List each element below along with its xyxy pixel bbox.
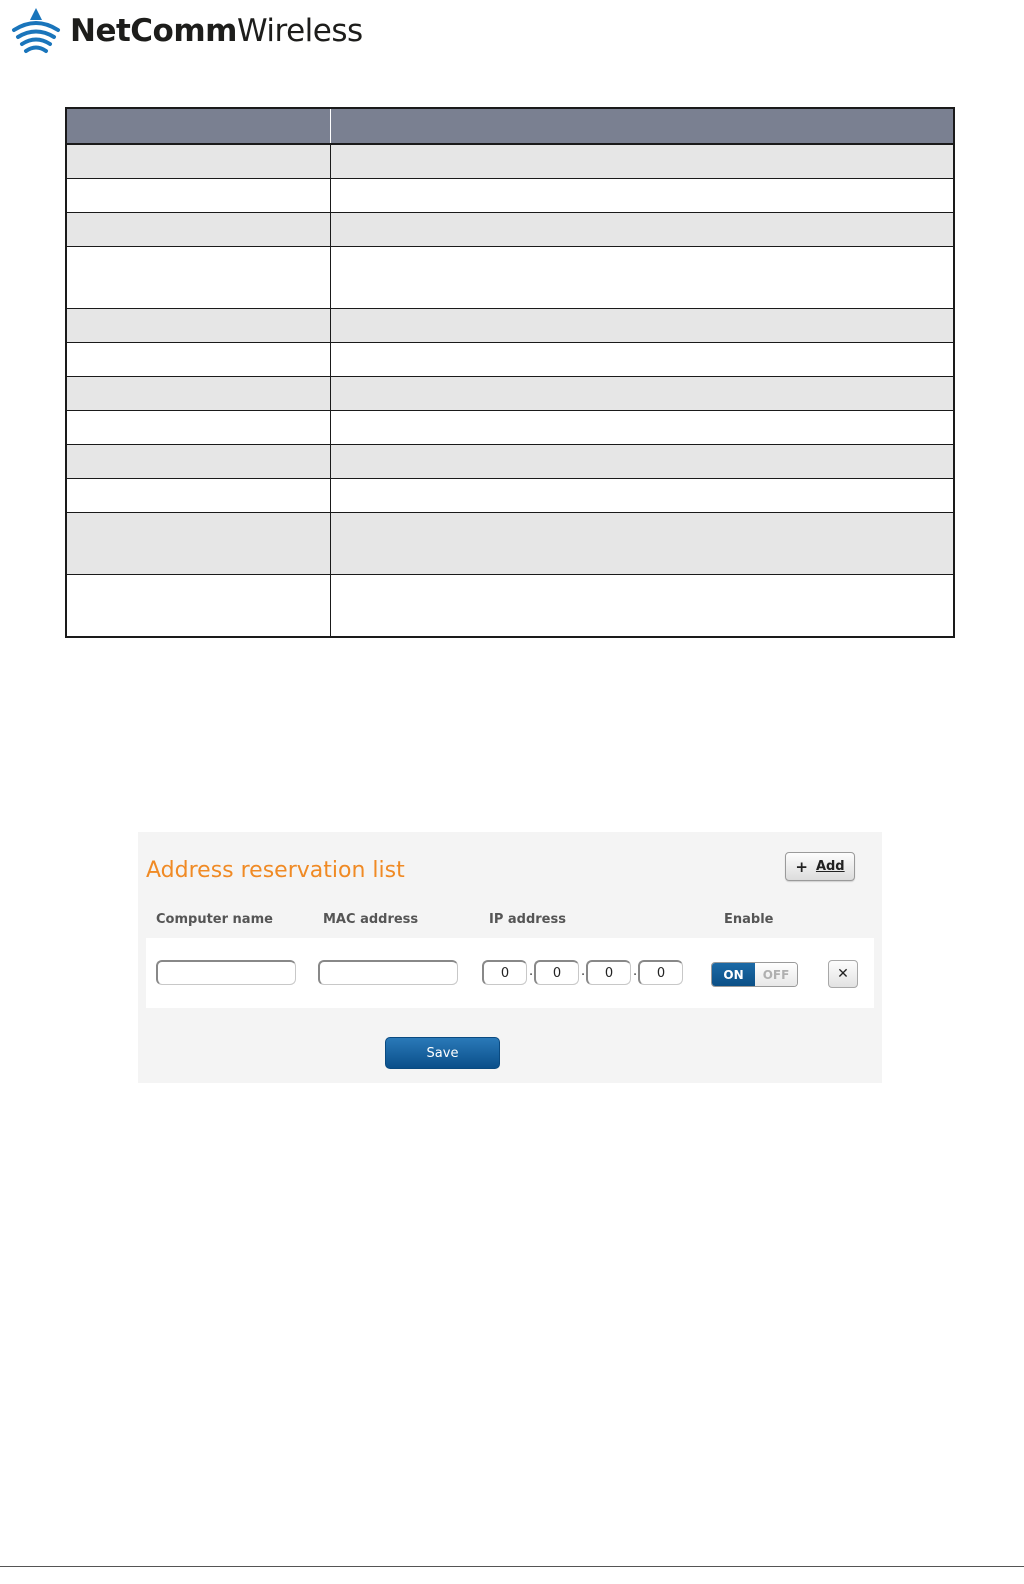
ip-separator: .: [633, 964, 638, 979]
toggle-on-label: ON: [712, 963, 755, 986]
table-row: [66, 513, 954, 575]
table-row: [66, 479, 954, 513]
table-row: [66, 411, 954, 445]
table-cell: [66, 445, 330, 479]
table-cell: [330, 513, 954, 575]
table-cell: [66, 575, 330, 638]
ip-octet-1-input[interactable]: [482, 960, 527, 985]
table-row: [66, 179, 954, 213]
column-header-mac-address: MAC address: [323, 912, 419, 927]
table-cell: [330, 144, 954, 179]
save-button[interactable]: Save: [385, 1037, 500, 1069]
table-row: [66, 445, 954, 479]
table-cell: [330, 343, 954, 377]
table-header-row: [66, 108, 954, 144]
computer-name-input[interactable]: [156, 960, 296, 985]
toggle-off-label: OFF: [755, 963, 797, 986]
brand-name: [70, 12, 363, 49]
table-row: [66, 309, 954, 343]
table-cell: [330, 445, 954, 479]
netcomm-logo: [8, 6, 363, 56]
table-cell: [66, 309, 330, 343]
table-row: [66, 144, 954, 179]
table-cell: [66, 247, 330, 309]
add-button-label: Add: [815, 859, 845, 874]
table-header-cell: [330, 108, 954, 144]
delete-button[interactable]: [828, 960, 858, 988]
brand-name-light: Wireless: [236, 12, 363, 49]
table-cell: [66, 377, 330, 411]
reservation-row: [146, 938, 874, 1008]
mac-address-input[interactable]: [318, 960, 458, 985]
table-cell: [66, 144, 330, 179]
settings-table: [65, 107, 955, 638]
table-cell: [330, 213, 954, 247]
table-cell: [66, 479, 330, 513]
ip-octet-4-input[interactable]: [638, 960, 683, 985]
table-row: [66, 343, 954, 377]
table-row: [66, 213, 954, 247]
table-cell: [66, 213, 330, 247]
column-header-computer-name: Computer name: [156, 912, 273, 927]
footer-divider: [0, 1566, 1024, 1567]
close-icon: ✕: [837, 966, 849, 982]
table-cell: [330, 377, 954, 411]
address-reservation-panel: [138, 832, 882, 1083]
add-button[interactable]: [785, 852, 855, 881]
table-header-cell: [66, 108, 330, 144]
table-cell: [66, 179, 330, 213]
panel-title: Address reservation list: [146, 858, 405, 883]
table-cell: [66, 513, 330, 575]
plus-icon: +: [795, 857, 808, 876]
ip-octet-3-input[interactable]: [586, 960, 631, 985]
wireless-signal-icon: [8, 6, 64, 56]
brand-name-bold: NetComm: [70, 12, 237, 49]
table-row: [66, 247, 954, 309]
ip-separator: .: [581, 964, 586, 979]
enable-toggle[interactable]: [711, 962, 798, 987]
table-cell: [66, 343, 330, 377]
table-cell: [66, 411, 330, 445]
table-cell: [330, 479, 954, 513]
table-row: [66, 575, 954, 638]
column-header-enable: Enable: [724, 912, 774, 927]
column-header-ip-address: IP address: [489, 912, 566, 927]
ip-octet-2-input[interactable]: [534, 960, 579, 985]
table-row: [66, 377, 954, 411]
table-cell: [330, 411, 954, 445]
table-cell: [330, 179, 954, 213]
ip-separator: .: [529, 964, 534, 979]
table-cell: [330, 309, 954, 343]
table-cell: [330, 575, 954, 638]
table-cell: [330, 247, 954, 309]
